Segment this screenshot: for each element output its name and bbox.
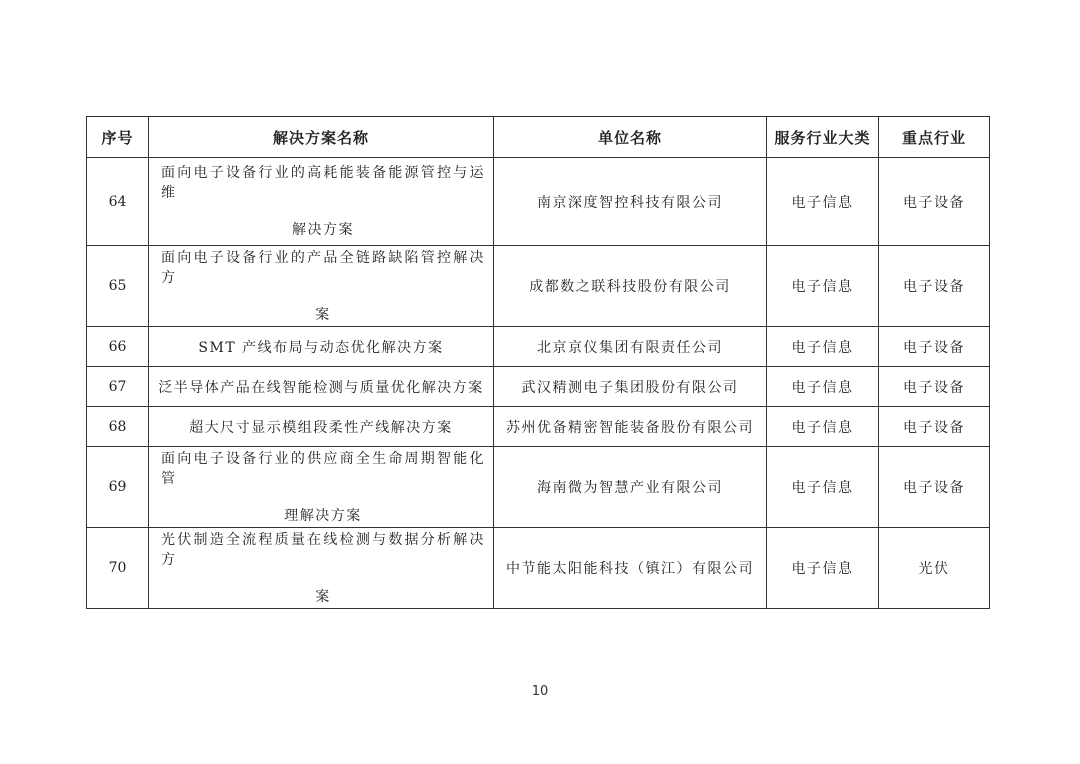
row-index: 66 <box>87 327 149 367</box>
row-solution-name <box>149 528 494 609</box>
solution-name-line1: 面向电子设备行业的供应商全生命周期智能化管 <box>161 450 485 487</box>
row-company-name: 武汉精测电子集团股份有限公司 <box>494 367 767 407</box>
row-company-name: 北京京仪集团有限责任公司 <box>494 327 767 367</box>
row-index: 68 <box>87 407 149 447</box>
table-row <box>87 407 990 447</box>
row-service-category: 电子信息 <box>767 447 879 528</box>
row-index: 70 <box>87 528 149 609</box>
row-company-name: 中节能太阳能科技（镇江）有限公司 <box>494 528 767 609</box>
table-header-row <box>87 117 990 158</box>
row-index: 65 <box>87 246 149 327</box>
row-service-category: 电子信息 <box>767 528 879 609</box>
row-solution-name <box>149 158 494 246</box>
row-service-category: 电子信息 <box>767 158 879 246</box>
row-service-category: 电子信息 <box>767 407 879 447</box>
header-solution-name: 解决方案名称 <box>149 117 494 158</box>
row-service-category: 电子信息 <box>767 367 879 407</box>
row-company-name: 苏州优备精密智能装备股份有限公司 <box>494 407 767 447</box>
page-number: 10 <box>531 684 549 699</box>
row-index: 69 <box>87 447 149 528</box>
row-company-name: 海南微为智慧产业有限公司 <box>494 447 767 528</box>
row-solution-name: 泛半导体产品在线智能检测与质量优化解决方案 <box>149 367 494 407</box>
solution-name-line2: 理解决方案 <box>284 507 362 524</box>
row-solution-name: 超大尺寸显示模组段柔性产线解决方案 <box>149 407 494 447</box>
header-key-industry: 重点行业 <box>879 117 990 158</box>
row-service-category: 电子信息 <box>767 327 879 367</box>
table-row <box>87 528 990 609</box>
row-index: 64 <box>87 158 149 246</box>
solution-name-line1: 面向电子设备行业的产品全链路缺陷管控解决方 <box>161 249 485 286</box>
table-row <box>87 158 990 246</box>
row-key-industry: 电子设备 <box>879 367 990 407</box>
table-row <box>87 447 990 528</box>
solution-name-line1: 光伏制造全流程质量在线检测与数据分析解决方 <box>161 531 485 568</box>
solution-name-line2: 案 <box>315 306 331 323</box>
row-key-industry: 电子设备 <box>879 158 990 246</box>
row-key-industry: 电子设备 <box>879 407 990 447</box>
row-index: 67 <box>87 367 149 407</box>
row-solution-name <box>149 447 494 528</box>
solution-name-line2: 案 <box>315 588 331 605</box>
header-index: 序号 <box>87 117 149 158</box>
row-company-name: 南京深度智控科技有限公司 <box>494 158 767 246</box>
header-company-name: 单位名称 <box>494 117 767 158</box>
solution-name-line2: 解决方案 <box>292 222 354 238</box>
row-key-industry: 电子设备 <box>879 447 990 528</box>
row-solution-name: SMT 产线布局与动态优化解决方案 <box>149 327 494 367</box>
row-company-name: 成都数之联科技股份有限公司 <box>494 246 767 327</box>
row-key-industry: 光伏 <box>879 528 990 609</box>
solutions-table <box>86 116 990 609</box>
table-row <box>87 367 990 407</box>
row-key-industry: 电子设备 <box>879 246 990 327</box>
table-row <box>87 246 990 327</box>
row-key-industry: 电子设备 <box>879 327 990 367</box>
table-row <box>87 327 990 367</box>
row-service-category: 电子信息 <box>767 246 879 327</box>
row-solution-name <box>149 246 494 327</box>
header-service-category: 服务行业大类 <box>767 117 879 158</box>
solution-name-line1: 面向电子设备行业的高耗能装备能源管控与运维 <box>161 165 485 201</box>
